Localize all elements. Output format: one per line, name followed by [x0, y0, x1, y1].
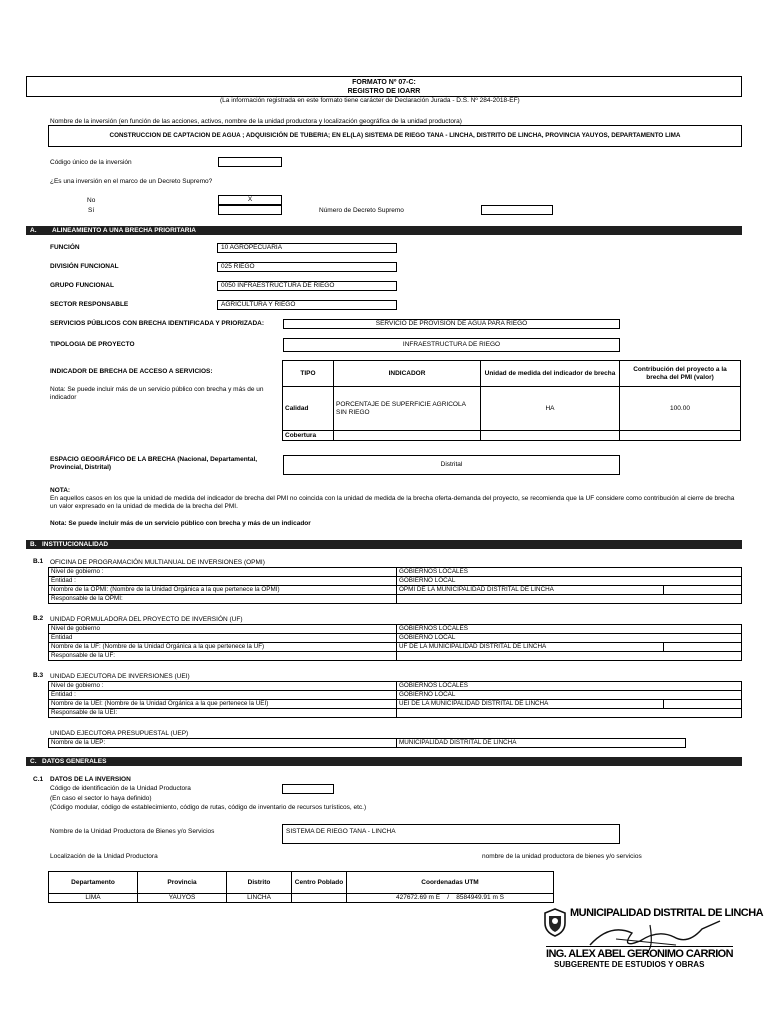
- espacio-label: ESPACIO GEOGRÁFICO DE LA BRECHA (Nacional, Departamental, Provincial, Distrital): [50, 456, 258, 471]
- localizacion-table: [48, 871, 554, 903]
- b1-row-value: GOBIERNOS LOCALES: [399, 568, 468, 575]
- b2-row-value: UF DE LA MUNICIPALIDAD DISTRITAL DE LINCHA: [399, 643, 547, 650]
- localizacion-label: Localización de la Unidad Productora: [50, 853, 158, 860]
- codigo-up-label: Código de identificación de la Unidad Productora: [50, 785, 191, 792]
- no-mark: X: [247, 196, 253, 203]
- b2-row-value: GOBIERNO LOCAL: [399, 634, 456, 641]
- codigo-up-note2: (Código modular, código de establecimiento, código de rutas, código de inventario de recursos turísticos, etc.): [50, 804, 367, 811]
- b3-row-value: GOBIERNO LOCAL: [399, 691, 456, 698]
- nombre-up-label: Nombre de la Unidad Productora de Bienes y/o Servicios: [50, 828, 215, 835]
- indicador-label: INDICADOR DE BRECHA DE ACCESO A SERVICIOS:: [50, 368, 213, 375]
- th-tipo: TIPO: [283, 361, 334, 387]
- section-b-code: B.: [30, 541, 37, 548]
- table-row: [49, 652, 741, 660]
- cobertura-unidad: [481, 431, 620, 441]
- sector-field: [217, 300, 397, 310]
- th-coordenadas: Coordenadas UTM: [347, 872, 554, 894]
- loc-departamento: LIMA: [49, 894, 138, 903]
- servicios-field: [283, 319, 620, 329]
- registro-title: REGISTRO DE IOARR: [347, 88, 421, 95]
- b1-row-value: OPMI DE LA MUNICIPALIDAD DISTRITAL DE LINCHA: [399, 586, 554, 593]
- numero-decreto-field[interactable]: [481, 205, 553, 215]
- decreto-question: ¿Es una inversión en el marco de un Decreto Supremo?: [50, 178, 213, 185]
- table-row: [49, 568, 741, 577]
- table-row: [49, 625, 741, 634]
- section-c-title: DATOS GENERALES: [42, 758, 107, 765]
- no-option[interactable]: [218, 195, 282, 205]
- c1-title: DATOS DE LA INVERSION: [50, 776, 131, 783]
- b3-row-label: Entidad :: [51, 691, 76, 698]
- division-field: [217, 262, 397, 272]
- calidad-tipo: Calidad: [283, 387, 334, 431]
- cobertura-contribucion: [620, 431, 741, 441]
- stamp-org: MUNICIPALIDAD DISTRITAL DE LINCHA: [570, 907, 764, 919]
- espacio-field: [283, 455, 620, 475]
- th-indicador: INDICADOR: [334, 361, 481, 387]
- numero-decreto-label: Número de Decreto Supremo: [319, 207, 404, 214]
- table-row: [49, 682, 741, 691]
- table-row: [49, 700, 741, 709]
- cobertura-indicador: [334, 431, 481, 441]
- b2-row-label: Nivel de gobierno: [51, 625, 101, 632]
- b1-code: B.1: [33, 558, 44, 565]
- servicios-value: SERVICIO DE PROVISIÓN DE AGUA PARA RIEGO: [375, 320, 528, 327]
- table-row: [49, 709, 741, 717]
- table-row: [49, 586, 741, 595]
- no-label: No: [87, 197, 96, 204]
- th-unidad: Unidad de medida del indicador de brecha: [481, 361, 620, 387]
- sector-value: AGRICULTURA Y RIEGO: [221, 301, 296, 308]
- table-row: [49, 894, 554, 903]
- grupo-field: [217, 281, 397, 291]
- formato-title: FORMATO Nº 07-C:: [352, 79, 416, 86]
- b1-grid: [48, 567, 742, 604]
- b2-code: B.2: [33, 615, 44, 622]
- b3-row-label: Nombre de la UEI: (Nombre de la Unidad Orgánica a la que pertenece la UEI): [51, 700, 269, 707]
- section-b-bar: [26, 540, 742, 549]
- nombre-up-field: [282, 824, 620, 844]
- funcion-label: FUNCIÓN: [50, 244, 80, 251]
- b1-row-label: Responsable de la OPMI:: [51, 595, 123, 602]
- tipologia-field: [283, 338, 620, 352]
- b3-title: UNIDAD EJECUTORA DE INVERSIONES (UEI): [50, 673, 190, 680]
- nombre-up-right: nombre de la unidad productora de bienes y/o servicios: [482, 853, 642, 860]
- b3-row-value: GOBIERNOS LOCALES: [399, 682, 468, 689]
- th-centro-poblado: Centro Poblado: [292, 872, 347, 894]
- section-a-code: A.: [30, 227, 37, 234]
- b3-row-label: Nivel de gobierno :: [51, 682, 104, 689]
- b3-grid: [48, 681, 742, 718]
- b3-row-label: Responsable de la UEI:: [51, 709, 118, 716]
- espacio-value: Distrital: [440, 461, 463, 468]
- b2-row-label: Responsable de la UF:: [51, 652, 116, 659]
- declaracion-note: (La información registrada en este formato tiene carácter de Declaración Jurada - D.S. Nº 284-2018-EF): [220, 97, 520, 104]
- loc-provincia: YAUYOS: [138, 894, 227, 903]
- table-row: [49, 595, 741, 603]
- b1-row-label: Nivel de gobierno :: [51, 568, 104, 575]
- funcion-field: [217, 243, 397, 253]
- sector-label: SECTOR RESPONSABLE: [50, 301, 129, 308]
- b2-row-label: Entidad: [51, 634, 73, 641]
- section-a-title: ALINEAMIENTO A UNA BRECHA PRIORITARIA: [52, 227, 196, 234]
- calidad-indicador: PORCENTAJE DE SUPERFICIE AGRICOLA SIN RIEGO: [334, 387, 481, 431]
- table-row: [49, 643, 741, 652]
- signature-stamp: [540, 903, 764, 983]
- th-contribucion: Contribución del proyecto a la brecha del PMI (valor): [620, 361, 741, 387]
- coat-of-arms-icon: [542, 907, 568, 937]
- uep-value: MUNICIPALIDAD DISTRITAL DE LINCHA: [399, 739, 517, 746]
- inversion-name-label: Nombre de la inversión (en función de las acciones, activos, nombre de la unidad productora y localización geográfica de la unidad productora): [50, 118, 462, 125]
- tipologia-value: INFRAESTRUCTURA DE RIEGO: [402, 341, 501, 348]
- division-label: DIVISIÓN FUNCIONAL: [50, 263, 119, 270]
- b2-row-value: GOBIERNOS LOCALES: [399, 625, 468, 632]
- codigo-up-field[interactable]: [282, 784, 334, 794]
- codigo-up-note1: (En caso el sector lo haya definido): [50, 795, 152, 802]
- b2-grid: [48, 624, 742, 661]
- b1-title: OFICINA DE PROGRAMACIÓN MULTIANUAL DE INVERSIONES (OPMI): [50, 559, 265, 566]
- signatory-position: SUBGERENTE DE ESTUDIOS Y OBRAS: [554, 960, 705, 969]
- b1-row-label: Nombre de la OPMI: (Nombre de la Unidad Orgánica a la que pertenece la OPMI): [51, 586, 280, 593]
- section-b-title: INSTITUCIONALIDAD: [42, 541, 109, 548]
- nota-text: En aquellos casos en los que la unidad de medida del indicador de brecha del PMI no coincida con la unidad de medida de la brecha oferta-demanda del proyecto, se recomienda que la UF considere como contribución al cierre de brecha un valor expresado en la unidad de medida de la brecha del PMI.: [50, 495, 735, 510]
- b3-row-value: UEI DE LA MUNICIPALIDAD DISTRITAL DE LINCHA: [399, 700, 549, 707]
- si-label: Sí: [88, 207, 95, 214]
- servicios-label: SERVICIOS PÚBLICOS CON BRECHA IDENTIFICADA Y PRIORIZADA:: [50, 320, 265, 327]
- uep-grid: [48, 738, 686, 748]
- table-row: [49, 577, 741, 586]
- loc-distrito: LINCHA: [227, 894, 292, 903]
- division-value: 025 RIEGO: [221, 263, 255, 270]
- table-row: [49, 634, 741, 643]
- b2-row-label: Nombre de la UF: (Nombre de la Unidad Orgánica a la que pertenece la UF): [51, 643, 265, 650]
- loc-centro-poblado: [292, 894, 347, 903]
- table-row: [283, 431, 741, 441]
- b1-row-value: GOBIERNO LOCAL: [399, 577, 456, 584]
- th-provincia: Provincia: [138, 872, 227, 894]
- section-a-bar: [26, 226, 742, 235]
- indicador-table: [282, 360, 741, 441]
- codigo-unico-label: Código único de la inversión: [50, 159, 132, 166]
- table-row: [283, 387, 741, 431]
- th-distrito: Distrito: [227, 872, 292, 894]
- signatory-name: ING. ALEX ABEL GERONIMO CARRION: [546, 948, 733, 960]
- grupo-value: 0050 INFRAESTRUCTURA DE RIEGO: [221, 282, 335, 289]
- section-c-bar: [26, 757, 742, 766]
- si-option[interactable]: [218, 205, 282, 215]
- cobertura-tipo: Cobertura: [283, 431, 334, 441]
- inversion-name-field: [48, 125, 742, 147]
- grupo-label: GRUPO FUNCIONAL: [50, 282, 114, 289]
- b2-title: UNIDAD FORMULADORA DEL PROYECTO DE INVERSIÓN (UF): [50, 616, 243, 623]
- uep-label: Nombre de la UEP:: [51, 739, 106, 746]
- table-row: [49, 739, 685, 747]
- indicador-note: Nota: Se puede incluir más de un servicio público con brecha y más de un indicador: [50, 386, 264, 401]
- table-row: [49, 691, 741, 700]
- b3-code: B.3: [33, 672, 44, 679]
- nota-bold: Nota: Se puede incluir más de un servicio público con brecha y más de un indicador: [50, 520, 311, 527]
- loc-coordenadas: 427672.69 m E / 8584949.91 m S: [347, 894, 554, 903]
- th-departamento: Departamento: [49, 872, 138, 894]
- tipologia-label: TIPOLOGIA DE PROYECTO: [50, 341, 135, 348]
- uep-title: UNIDAD EJECUTORA PRESUPUESTAL (UEP): [50, 730, 189, 737]
- calidad-unidad: HA: [481, 387, 620, 431]
- nombre-up-value: SISTEMA DE RIEGO TANA - LINCHA: [286, 828, 396, 835]
- header-box: [26, 76, 742, 97]
- c1-code: C.1: [33, 776, 44, 783]
- calidad-contribucion: 100.00: [620, 387, 741, 431]
- nota-title: NOTA:: [50, 487, 71, 494]
- b1-row-label: Entidad :: [51, 577, 76, 584]
- codigo-unico-field[interactable]: [218, 157, 282, 167]
- inversion-name-value: CONSTRUCCION DE CAPTACION DE AGUA ; ADQUISICIÓN DE TUBERIA; EN EL(LA) SISTEMA DE RIEGO TANA - LINCHA, DISTRITO DE LINCHA, PROVINCIA YAUYOS, DEPARTAMENTO LIMA: [109, 132, 681, 139]
- funcion-value: 10 AGROPECUARIA: [221, 244, 283, 251]
- section-c-code: C.: [30, 758, 37, 765]
